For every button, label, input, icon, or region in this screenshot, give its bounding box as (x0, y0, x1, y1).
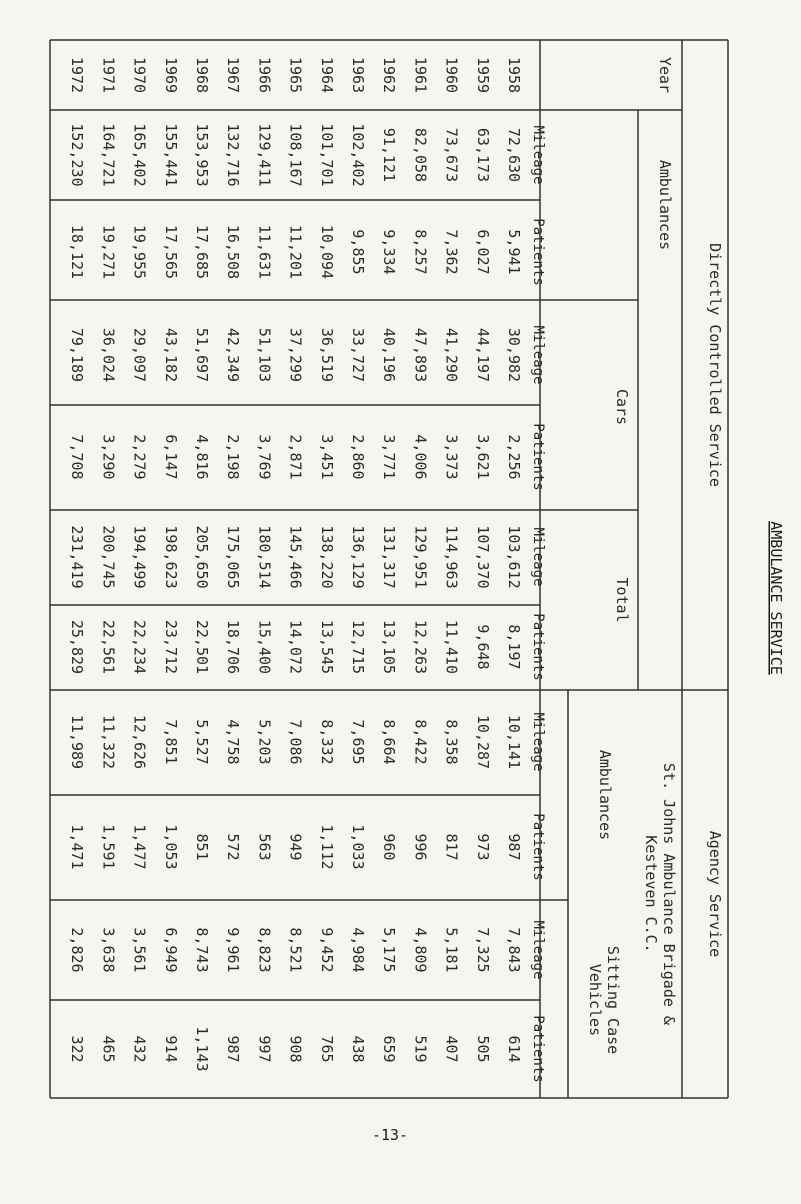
cell-tot-patients: 8,197 (505, 624, 523, 670)
cell-ag-sit-patients: 505 (473, 1035, 492, 1063)
table-row (99, 57, 117, 1063)
cell-ag-amb-patients: 572 (224, 833, 243, 861)
cell-car-mileage: 42,349 (224, 327, 243, 383)
cell-car-mileage: 30,982 (505, 327, 523, 383)
cell-ag-amb-patients: 960 (380, 833, 399, 861)
cell-ag-amb-patients: 851 (193, 833, 211, 861)
cell-ag-sit-mileage: 8,521 (286, 927, 305, 973)
cell-amb-mileage: 72,630 (505, 127, 523, 183)
cell-car-patients: 2,198 (224, 434, 243, 480)
cell-ag-amb-mileage: 5,203 (255, 719, 274, 765)
cell-ag-sit-mileage: 9,961 (224, 927, 243, 973)
cell-ag-sit-patients: 322 (68, 1035, 87, 1063)
cell-tot-mileage: 107,370 (473, 525, 492, 589)
cell-ag-sit-mileage: 7,325 (473, 927, 492, 973)
cell-car-patients: 7,708 (68, 434, 87, 480)
cell-amb-mileage: 165,402 (130, 123, 149, 187)
cell-ag-amb-mileage: 7,851 (161, 719, 180, 765)
cell-year: 1966 (255, 56, 274, 94)
cell-ag-sit-patients: 432 (130, 1035, 149, 1063)
cell-ag-amb-patients: 1,033 (349, 824, 367, 870)
cell-tot-mileage: 114,963 (442, 525, 461, 589)
cell-ag-sit-patients: 908 (286, 1035, 305, 1063)
cell-year: 1972 (68, 56, 87, 94)
cell-amb-patients: 9,855 (349, 229, 367, 275)
total-header: Total (613, 577, 631, 623)
cell-car-patients: 3,451 (317, 434, 336, 480)
cell-year: 1970 (130, 56, 149, 94)
cell-car-patients: 2,860 (349, 434, 367, 480)
cell-amb-patients: 10,094 (317, 224, 336, 280)
cell-amb-mileage: 164,721 (99, 123, 118, 187)
sub-headers (530, 125, 546, 1082)
cell-year: 1971 (99, 56, 118, 94)
cell-ag-amb-mileage: 12,626 (130, 714, 149, 770)
cell-ag-amb-mileage: 10,287 (473, 714, 492, 770)
cell-ag-sit-patients: 1,143 (193, 1026, 211, 1072)
cell-amb-mileage: 102,402 (349, 123, 367, 187)
cell-amb-patients: 18,121 (68, 224, 87, 280)
sitting-case-header: Sitting Case (604, 945, 622, 1055)
cell-tot-mileage: 198,623 (161, 525, 180, 589)
cell-ag-amb-mileage: 11,989 (68, 714, 87, 770)
cell-ag-sit-mileage: 3,638 (99, 927, 118, 973)
table-row (349, 57, 367, 1063)
table-row (411, 57, 429, 1063)
subheader-patients-7: Patients (530, 813, 546, 881)
cell-tot-mileage: 180,514 (255, 525, 274, 589)
cell-car-mileage: 36,024 (99, 327, 118, 383)
table-row (162, 57, 180, 1063)
cell-ag-amb-mileage: 11,322 (99, 714, 118, 770)
cell-car-mileage: 37,299 (286, 327, 305, 383)
cell-car-mileage: 29,097 (130, 327, 149, 383)
table-row (318, 57, 336, 1063)
cell-tot-patients: 15,400 (255, 619, 274, 675)
cell-amb-mileage: 129,411 (255, 123, 274, 187)
cell-amb-patients: 8,257 (411, 229, 430, 275)
cell-ag-sit-patients: 614 (505, 1035, 523, 1063)
cell-ag-amb-patients: 973 (473, 833, 492, 861)
table-row (287, 57, 305, 1063)
table-row (131, 57, 149, 1063)
cell-amb-patients: 19,271 (99, 224, 118, 280)
cell-ag-sit-patients: 914 (161, 1035, 180, 1063)
ambulances-header: Ambulances (656, 159, 674, 251)
cell-car-patients: 2,871 (286, 434, 305, 480)
cell-tot-patients: 18,706 (224, 619, 243, 675)
cell-amb-mileage: 132,716 (224, 123, 243, 187)
table-body (68, 57, 523, 1072)
table-headers (586, 57, 724, 1054)
subheader-mileage-8: Mileage (530, 920, 546, 980)
cell-car-patients: 2,279 (130, 434, 149, 480)
cell-car-mileage: 79,189 (68, 327, 87, 383)
cell-ag-sit-mileage: 4,809 (411, 927, 430, 973)
cell-ag-sit-mileage: 3,561 (130, 927, 149, 973)
cell-car-patients: 3,771 (380, 434, 399, 480)
cell-ag-sit-patients: 519 (411, 1035, 430, 1063)
cell-amb-mileage: 155,441 (161, 123, 180, 187)
cell-amb-patients: 9,334 (380, 229, 399, 275)
cell-tot-patients: 25,829 (68, 619, 87, 675)
cell-car-mileage: 33,727 (349, 327, 367, 383)
table-row (380, 57, 398, 1063)
cell-year: 1963 (349, 56, 367, 94)
cell-tot-patients: 9,648 (473, 624, 492, 670)
cell-ag-amb-mileage: 8,664 (380, 719, 399, 765)
cell-amb-mileage: 91,121 (380, 127, 399, 183)
cell-ag-amb-mileage: 5,527 (193, 719, 211, 765)
cell-ag-sit-mileage: 2,826 (68, 927, 87, 973)
cell-amb-patients: 17,565 (161, 224, 180, 280)
cell-car-patients: 4,816 (193, 434, 211, 480)
cell-car-patients: 3,290 (99, 434, 118, 480)
cell-ag-amb-patients: 1,477 (130, 824, 149, 870)
cell-year: 1959 (473, 56, 492, 94)
cell-tot-patients: 14,072 (286, 619, 305, 675)
cell-ag-amb-mileage: 4,758 (224, 719, 243, 765)
cell-amb-mileage: 82,058 (411, 127, 430, 183)
cell-tot-mileage: 103,612 (505, 525, 523, 589)
cell-tot-patients: 23,712 (161, 619, 180, 675)
table-row (68, 57, 86, 1063)
cell-amb-mileage: 153,953 (193, 123, 211, 187)
cell-tot-mileage: 131,317 (380, 525, 399, 589)
cell-amb-patients: 6,027 (473, 229, 492, 275)
year-header: Year (656, 56, 674, 94)
subheader-mileage-2: Mileage (530, 325, 546, 385)
cell-ag-amb-mileage: 7,086 (286, 719, 305, 765)
cell-amb-mileage: 101,701 (317, 123, 336, 187)
table-row (443, 57, 461, 1063)
cell-tot-mileage: 138,220 (317, 525, 336, 589)
table-row (193, 57, 211, 1072)
cell-ag-amb-patients: 1,471 (68, 824, 87, 870)
cell-tot-patients: 11,410 (442, 619, 461, 675)
cell-tot-mileage: 175,065 (224, 525, 243, 589)
cell-tot-mileage: 200,745 (99, 525, 118, 589)
subheader-patients-5: Patients (530, 613, 546, 681)
cell-year: 1958 (505, 56, 523, 94)
cell-ag-sit-patients: 438 (349, 1035, 367, 1063)
cars-header: Cars (613, 388, 631, 426)
cell-tot-patients: 12,715 (349, 619, 367, 675)
cell-amb-patients: 5,941 (505, 229, 523, 275)
cell-ag-sit-patients: 659 (380, 1035, 399, 1063)
subheader-patients-1: Patients (530, 218, 546, 286)
cell-ag-sit-mileage: 7,843 (505, 927, 523, 973)
cell-car-patients: 4,006 (411, 434, 430, 480)
cell-ag-sit-patients: 997 (255, 1035, 274, 1063)
cell-year: 1968 (193, 56, 211, 94)
cell-amb-patients: 19,955 (130, 224, 149, 280)
cell-amb-mileage: 152,230 (68, 123, 87, 187)
cell-amb-patients: 11,631 (255, 224, 274, 280)
table-row (505, 57, 523, 1063)
cell-ag-amb-patients: 1,591 (99, 824, 118, 870)
cell-ag-sit-mileage: 4,984 (349, 927, 367, 973)
cell-amb-patients: 11,201 (286, 224, 305, 280)
agency-ambulances-header: Ambulances (596, 749, 614, 841)
cell-amb-patients: 17,685 (193, 224, 211, 280)
cell-ag-amb-patients: 949 (286, 833, 305, 861)
cell-ag-amb-patients: 1,112 (317, 824, 336, 870)
cell-car-patients: 3,373 (442, 434, 461, 480)
cell-ag-amb-mileage: 7,695 (349, 719, 367, 765)
cell-car-mileage: 47,893 (411, 327, 430, 383)
cell-amb-mileage: 63,173 (473, 127, 492, 183)
cell-year: 1965 (286, 56, 305, 94)
subheader-patients-3: Patients (530, 423, 546, 491)
cell-tot-mileage: 136,129 (349, 525, 367, 589)
cell-ag-amb-patients: 996 (411, 833, 430, 861)
page-number: -13- (371, 1126, 409, 1144)
cell-tot-mileage: 205,650 (193, 525, 211, 589)
cell-ag-amb-mileage: 8,358 (442, 719, 461, 765)
cell-car-patients: 6,147 (161, 434, 180, 480)
page-title: AMBULANCE SERVICE (767, 521, 785, 675)
cell-year: 1961 (411, 56, 430, 94)
cell-car-mileage: 51,697 (193, 327, 211, 383)
cell-amb-mileage: 73,673 (442, 127, 461, 183)
table-row (474, 57, 492, 1063)
cell-car-patients: 3,769 (255, 434, 274, 480)
cell-tot-patients: 13,545 (317, 619, 336, 675)
cell-ag-sit-mileage: 8,743 (193, 927, 211, 973)
cell-year: 1962 (380, 56, 399, 94)
cell-car-patients: 3,621 (473, 434, 492, 480)
sitting-case-header-2: Vehicles (586, 963, 604, 1037)
cell-year: 1960 (442, 56, 461, 94)
subheader-patients-9: Patients (530, 1015, 546, 1083)
cell-ag-amb-mileage: 8,332 (317, 719, 336, 765)
cell-tot-patients: 22,561 (99, 619, 118, 675)
cell-tot-mileage: 194,499 (130, 525, 149, 589)
cell-tot-mileage: 231,419 (68, 525, 87, 589)
cell-ag-amb-patients: 563 (255, 833, 274, 861)
cell-ag-sit-mileage: 5,181 (442, 927, 461, 973)
cell-amb-mileage: 108,167 (286, 123, 305, 187)
cell-ag-sit-patients: 987 (224, 1035, 243, 1063)
cell-car-mileage: 41,290 (442, 327, 461, 383)
cell-ag-sit-mileage: 5,175 (380, 927, 399, 973)
subheader-mileage-4: Mileage (530, 527, 546, 587)
subheader-mileage-6: Mileage (530, 712, 546, 772)
cell-ag-sit-patients: 407 (442, 1035, 461, 1063)
cell-amb-patients: 16,508 (224, 224, 243, 280)
cell-year: 1964 (317, 56, 336, 94)
cell-tot-patients: 13,105 (380, 619, 399, 675)
subheader-mileage-0: Mileage (530, 125, 546, 185)
cell-tot-patients: 22,234 (130, 619, 149, 675)
st-johns-header-2: Kesteven C.C. (642, 835, 660, 953)
cell-car-mileage: 40,196 (380, 327, 399, 383)
cell-car-patients: 2,256 (505, 434, 523, 480)
cell-ag-amb-mileage: 8,422 (411, 719, 430, 765)
cell-ag-amb-patients: 1,053 (161, 824, 180, 870)
cell-car-mileage: 51,103 (255, 327, 274, 383)
table-row (224, 57, 242, 1063)
cell-tot-mileage: 129,951 (411, 525, 430, 589)
cell-car-mileage: 36,519 (317, 327, 336, 383)
st-johns-header: St. Johns Ambulance Brigade & (660, 763, 678, 1025)
cell-year: 1967 (224, 56, 243, 94)
cell-ag-sit-mileage: 9,452 (317, 927, 336, 973)
cell-ag-sit-mileage: 8,823 (255, 927, 274, 973)
cell-tot-patients: 22,501 (193, 619, 211, 675)
cell-ag-amb-mileage: 10,141 (505, 714, 523, 770)
directly-controlled-header: Directly Controlled Service (706, 243, 724, 487)
cell-tot-mileage: 145,466 (286, 525, 305, 589)
cell-ag-sit-patients: 465 (99, 1035, 118, 1063)
cell-car-mileage: 43,182 (161, 327, 180, 383)
cell-ag-amb-patients: 987 (505, 833, 523, 861)
cell-ag-sit-mileage: 6,949 (161, 927, 180, 973)
cell-ag-sit-patients: 765 (317, 1035, 336, 1063)
table-row (255, 57, 273, 1063)
cell-car-mileage: 44,197 (473, 327, 492, 383)
agency-header: Agency Service (706, 830, 724, 958)
cell-ag-amb-patients: 817 (442, 833, 461, 861)
cell-tot-patients: 12,263 (411, 619, 430, 675)
cell-year: 1969 (161, 56, 180, 94)
cell-amb-patients: 7,362 (442, 229, 461, 275)
